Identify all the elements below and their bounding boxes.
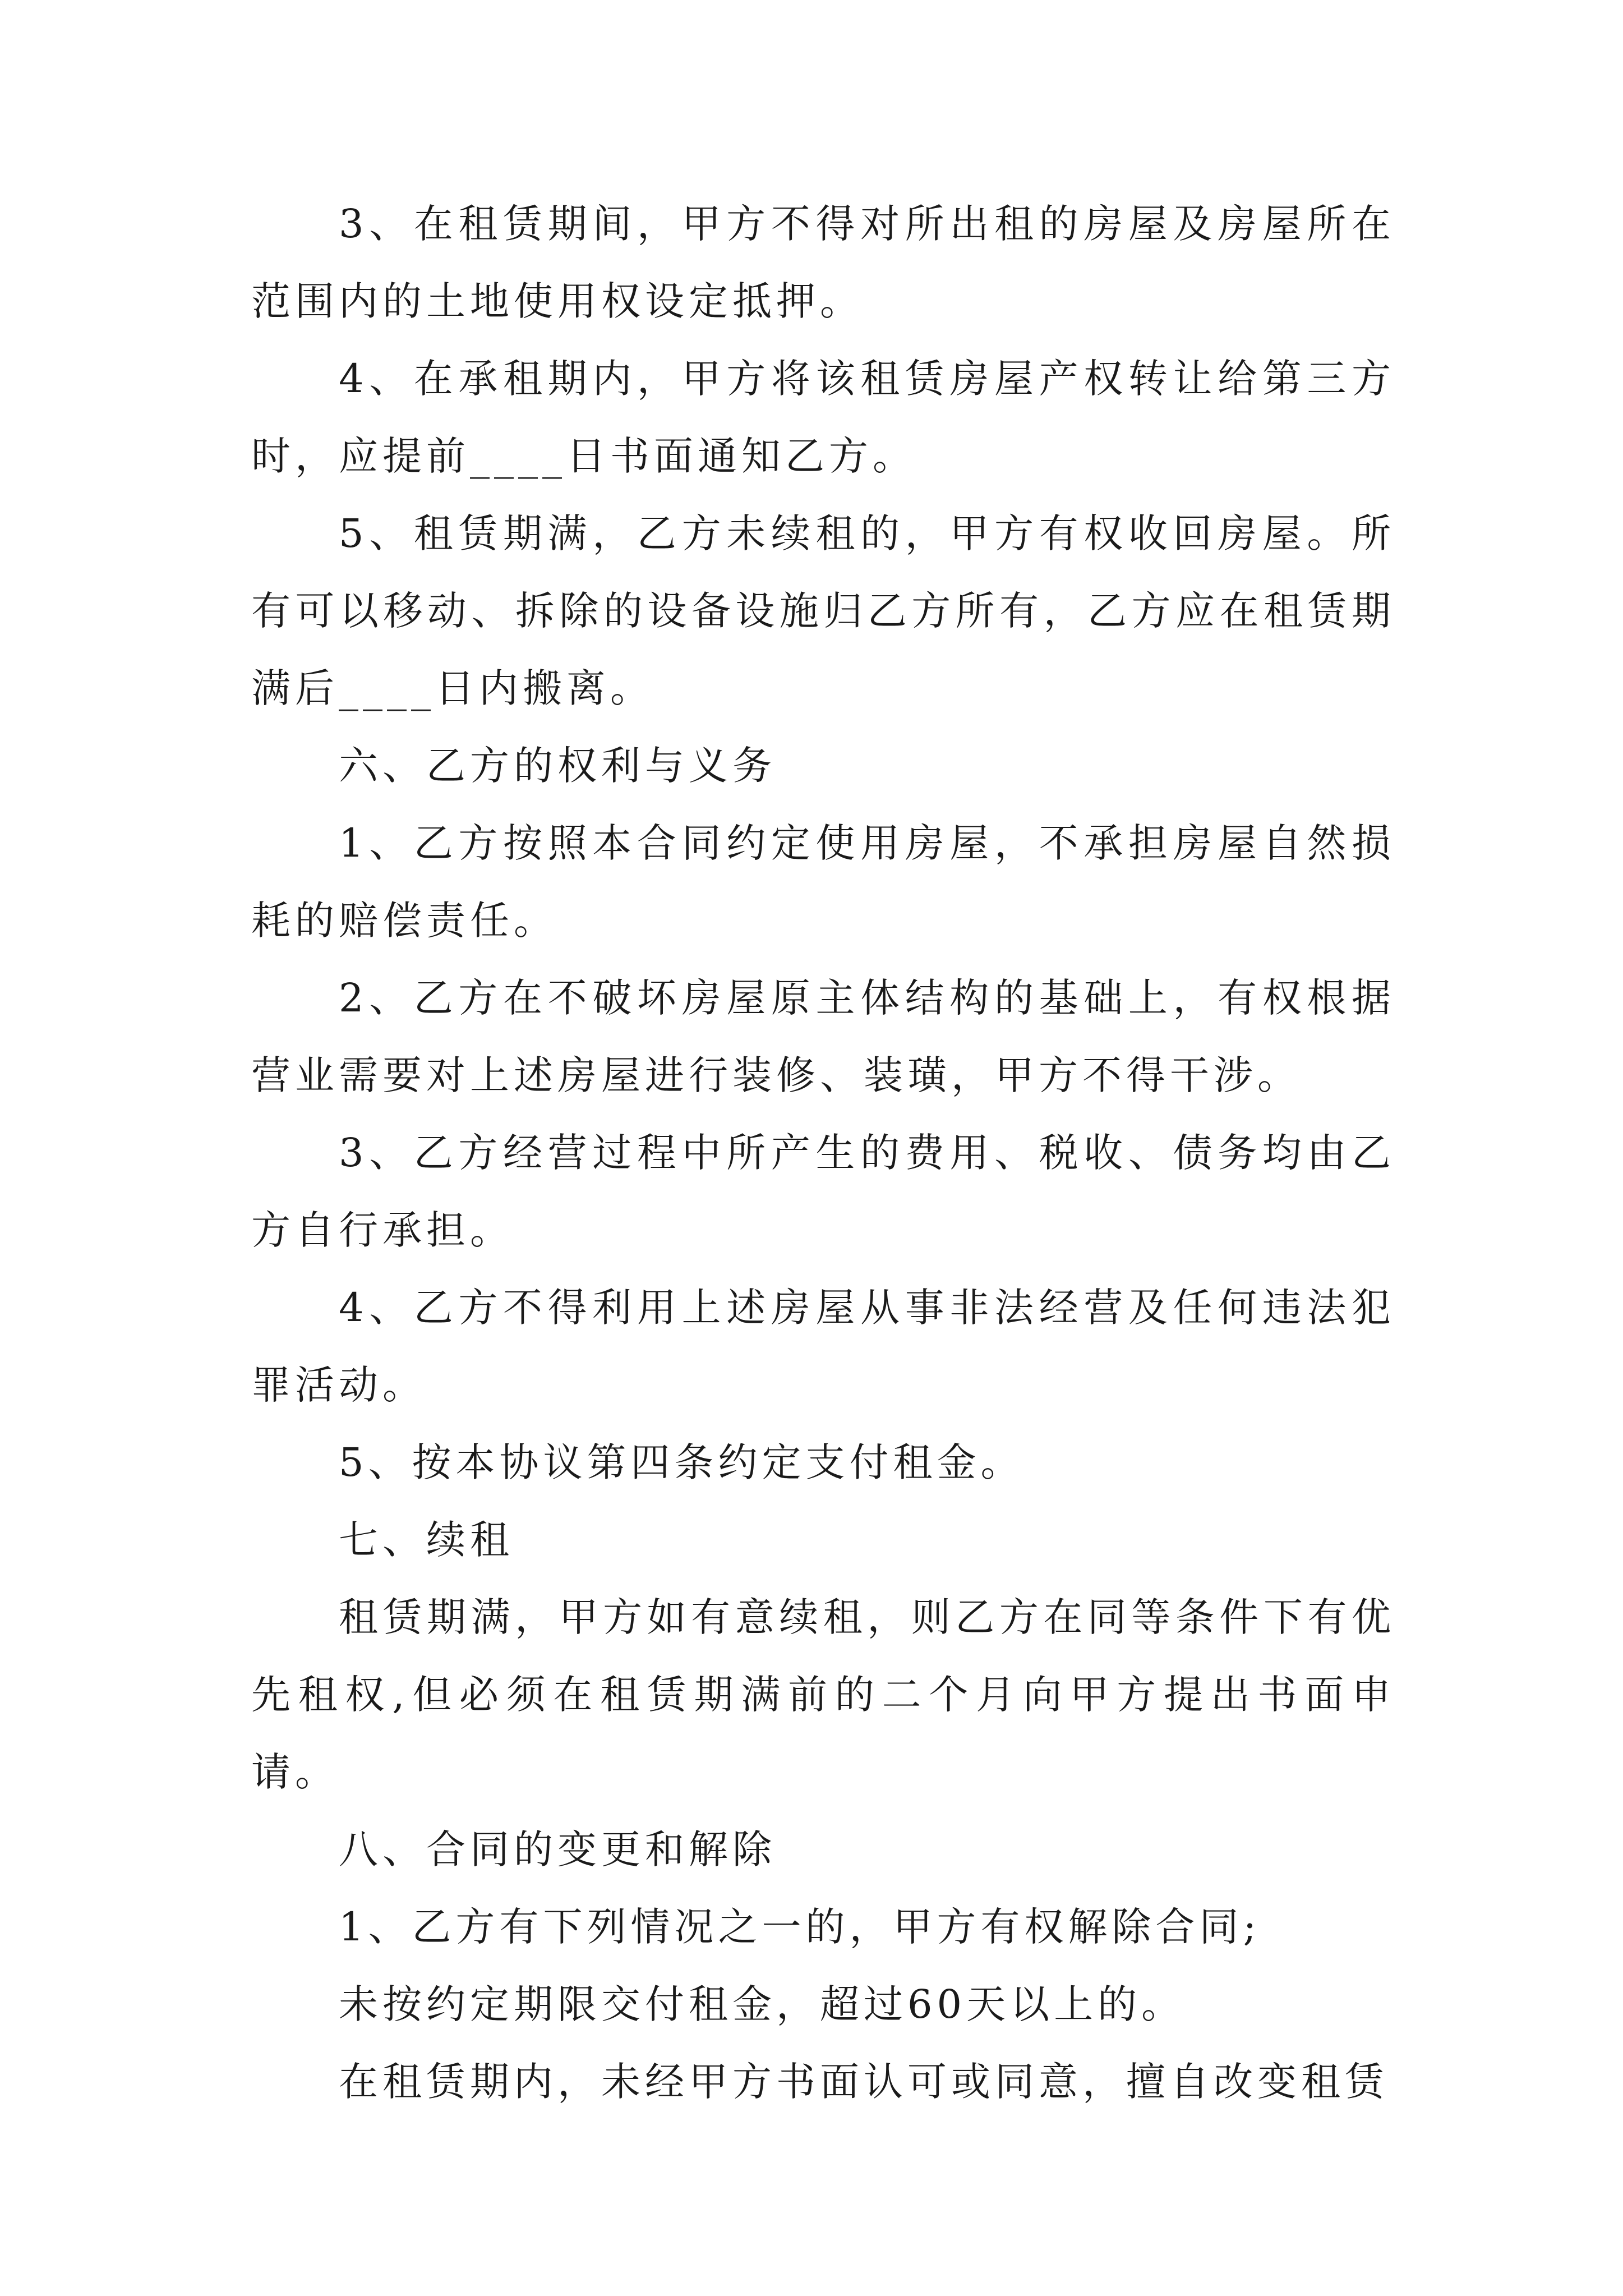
clause-8-1-a-late-rent: 未按约定期限交付租金，超过60天以上的。 — [339, 1981, 1186, 2027]
section-heading-6: 六、乙方的权利与义务 — [339, 743, 776, 789]
clause-6-3-expenses: 3、乙方经营过程中所产生的费用、税收、债务均由乙方自行承担。 — [251, 1130, 1395, 1253]
clause-6-4-illegal-use: 4、乙方不得利用上述房屋从事非法经营及任何违法犯罪活动。 — [251, 1285, 1395, 1408]
clause-4-ownership-transfer: 4、在承租期内，甲方将该租赁房屋产权转让给第三方时，应提前____日书面通知乙方。 — [251, 356, 1395, 479]
section-heading-7: 七、续租 — [339, 1517, 514, 1563]
clause-7-renewal: 租赁期满，甲方如有意续租，则乙方在同等条件下有优先租权,但必须在租赁期满前的二个月向甲方提出书面申请。 — [251, 1594, 1395, 1795]
section-heading-8: 八、合同的变更和解除 — [339, 1826, 776, 1872]
clause-6-2-renovation: 2、乙方在不破坏房屋原主体结构的基础上，有权根据营业需要对上述房屋进行装修、装璜，甲方不得干涉。 — [251, 975, 1395, 1098]
clause-5-lease-expiry: 5、租赁期满，乙方未续租的，甲方有权收回房屋。所有可以移动、拆除的设备设施归乙方所有，乙方应在租赁期满后____日内搬离。 — [251, 510, 1395, 711]
clause-6-1-use: 1、乙方按照本合同约定使用房屋，不承担房屋自然损耗的赔偿责任。 — [251, 820, 1395, 944]
clause-8-1-b-unauthorized-change: 在租赁期内，未经甲方书面认可或同意，擅自改变租赁 — [339, 2059, 1389, 2105]
document-body — [251, 185, 1395, 2120]
clause-3-no-mortgage: 3、在租赁期间，甲方不得对所出租的房屋及房屋所在范围内的土地使用权设定抵押。 — [251, 201, 1395, 324]
clause-6-5-rent-payment: 5、按本协议第四条约定支付租金。 — [339, 1439, 1025, 1485]
clause-8-1-termination: 1、乙方有下列情况之一的，甲方有权解除合同; — [339, 1904, 1261, 1950]
